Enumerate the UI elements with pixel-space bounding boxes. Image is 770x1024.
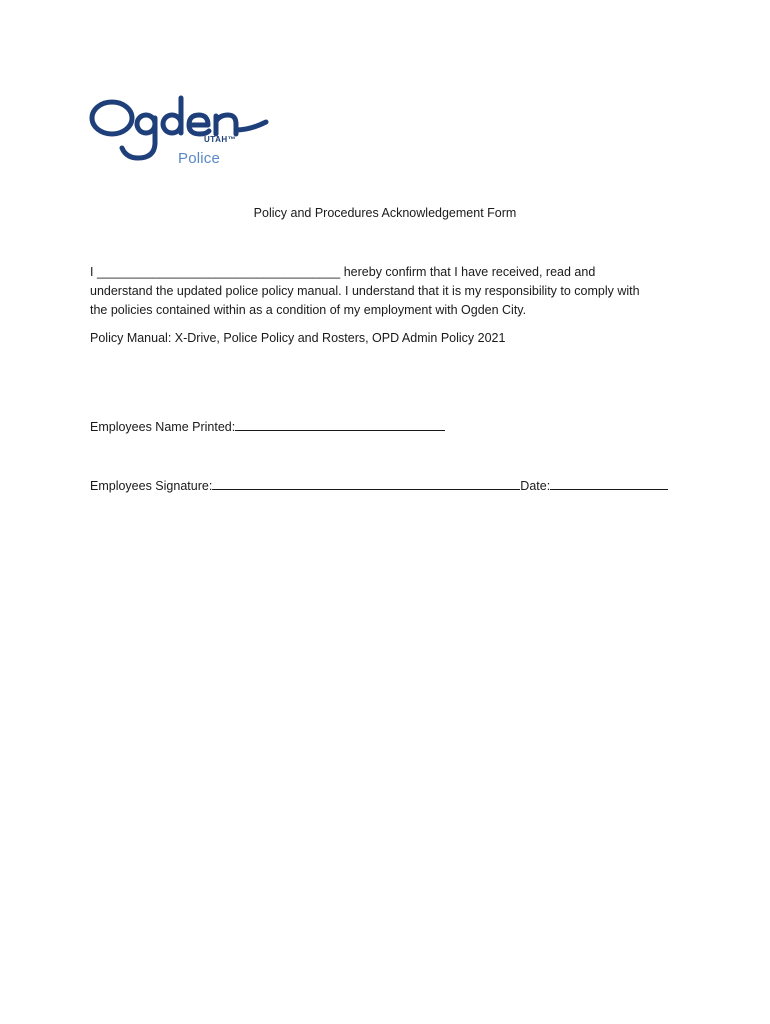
- employee-name-label: Employees Name Printed:: [90, 420, 236, 434]
- employee-name-field: [90, 418, 445, 434]
- form-title: Policy and Procedures Acknowledgement Form: [253, 206, 517, 220]
- logo-department-text: Police: [178, 150, 221, 167]
- statement-line: I ___________________________________ hereby confirm that I have received, read and: [90, 265, 596, 279]
- statement-line: the policies contained within as a condition of my employment with Ogden City.: [90, 303, 527, 317]
- logo-state-text: UTAH™: [204, 135, 237, 144]
- acknowledgement-statement: [90, 263, 690, 320]
- date-label: Date:: [520, 479, 551, 493]
- employee-signature-line[interactable]: [212, 477, 520, 490]
- ogden-police-logo: [88, 88, 278, 178]
- statement-line: understand the updated police policy manual. I understand that it is my responsibility to comply with: [90, 284, 640, 298]
- employee-name-line[interactable]: [235, 418, 445, 431]
- employee-signature-field: [90, 477, 668, 493]
- policy-manual-reference: Policy Manual: X-Drive, Police Policy and Rosters, OPD Admin Policy 2021: [90, 331, 506, 345]
- employee-signature-label: Employees Signature:: [90, 479, 213, 493]
- date-line[interactable]: [550, 477, 668, 490]
